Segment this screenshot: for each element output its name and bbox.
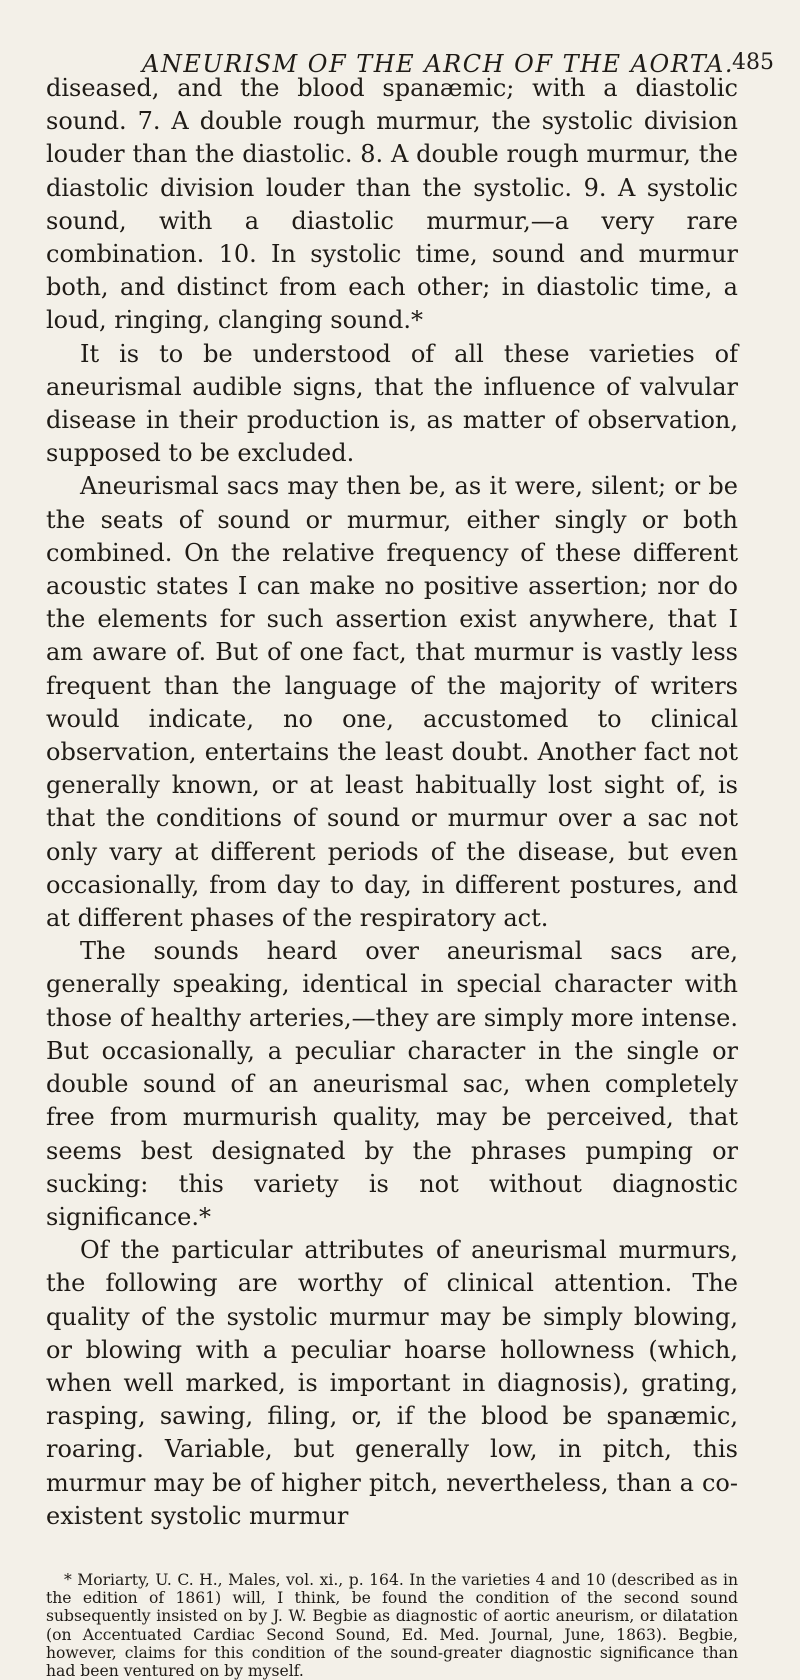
- paragraph-continued: diseased, and the blood spanæmic; with a diastolic sound. 7. A double rough murmur, the systolic division louder than the diastolic. 8. A double rough murmur, the diastolic division louder than the systolic. 9. A systolic sound, with a diastolic murmur,—a very rare combination. 10. In systolic time, sound and murmur both, and distinct from each other; in diastolic time, a loud, ringing, clanging sound.*: [46, 74, 738, 335]
- running-head: [0, 24, 800, 78]
- running-title: ANEURISM OF THE ARCH OF THE AORTA.: [142, 50, 734, 78]
- paragraph-sounds: The sounds heard over aneurismal sacs are, generally speaking, identical in special character with those of healthy arteries,—they are simply more intense. But occasionally, a peculiar character in the single or double sound of an aneurismal sac, when completely free from murmurish quality, may be perceived, that seems best designated by the phrases pumping or sucking: this variety is not without diagnostic significance.*: [46, 937, 738, 1231]
- paragraph-murmurs: Of the particular attributes of aneurismal murmurs, the following are worthy of clinical attention. The quality of the systolic murmur may be simply blowing, or blowing with a peculiar hoarse hollowness (which, when well marked, is important in diagnosis), grating, rasping, sawing, filing, or, if the blood be spanæmic, roaring. Variable, but generally low, in pitch, this murmur may be of higher pitch, nevertheless, than a co-existent systolic murmur: [46, 1236, 738, 1530]
- footnote: * Moriarty, U. C. H., Males, vol. xi., p. 164. In the varieties 4 and 10 (described as in the edition of 1861) will, I think, be found the condition of the second sound subsequently insisted on by J. W. Begbie as diagnostic of aortic aneurism, or dilatation (on Accentuated Cardiac Second Sound, Ed. Med. Journal, June, 1863). Begbie, however, claims for this condition of the sound-greater diagnostic significance than had been ventured on by myself.: [46, 1570, 738, 1680]
- paragraph-exclusion-note: It is to be understood of all these varieties of aneurismal audible signs, that the influence of valvular disease in their production is, as matter of observation, supposed to be excluded.: [46, 339, 738, 468]
- paragraph-sac-acoustic-states: Aneurismal sacs may then be, as it were, silent; or be the seats of sound or murmur, either singly or both combined. On the relative frequency of these different acoustic states I can make no positive assertion; nor do the elements for such assertion exist anywhere, that I am aware of. But of one fact, that murmur is vastly less frequent than the language of the majority of writers would indicate, no one, accustomed to clinical observation, entertains the least doubt. Another fact not generally known, or at least habitually lost sight of, is that the conditions of sound or murmur over a sac not only vary at different periods of the disease, but even occasionally, from day to day, in different postures, and at different phases of the respiratory act.: [46, 472, 738, 933]
- page-number: 485: [732, 50, 774, 75]
- body-text: [46, 72, 738, 1533]
